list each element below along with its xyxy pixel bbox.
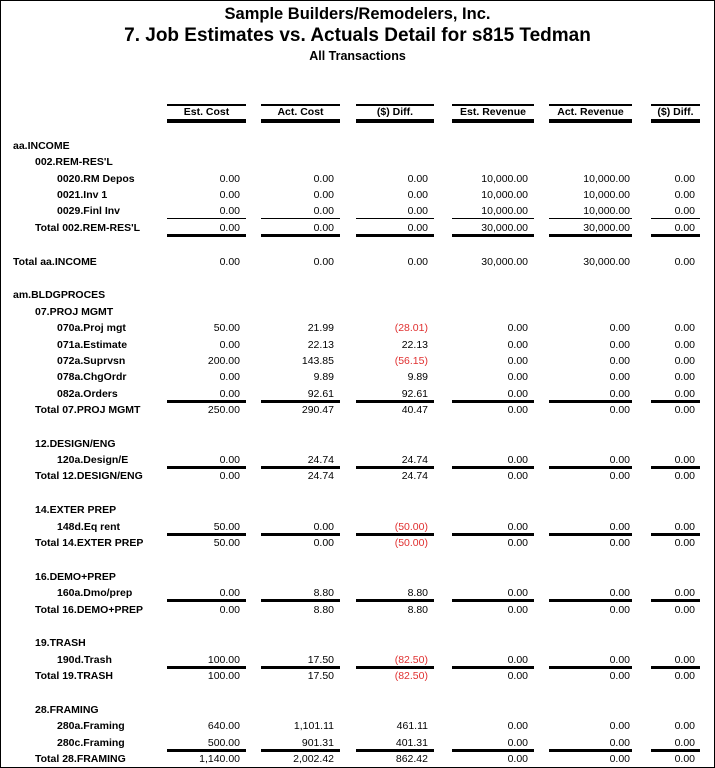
- value-est-cost: 1,140.00: [199, 753, 240, 765]
- value-act-cost: 0.00: [313, 537, 334, 549]
- value-act-cost: 17.50: [307, 670, 334, 683]
- line-item-row: [1, 386, 714, 402]
- value-cost-diff: 0.00: [407, 172, 428, 185]
- value-revenue-diff: 0.00: [674, 520, 695, 533]
- value-act-revenue: 0.00: [609, 537, 630, 549]
- value-act-revenue: 0.00: [609, 322, 630, 335]
- line-item-row: [1, 519, 714, 535]
- item-label: 280a.Framing: [57, 720, 125, 733]
- value-act-revenue: 0.00: [609, 736, 630, 749]
- value-est-revenue: 0.00: [507, 387, 528, 400]
- value-cost-diff: 8.80: [407, 603, 428, 616]
- value-est-cost: 0.00: [219, 371, 240, 384]
- value-est-cost: 50.00: [213, 537, 240, 549]
- value-act-cost: 9.89: [313, 371, 334, 384]
- value-est-cost: 0.00: [219, 470, 240, 483]
- value-act-revenue: 0.00: [609, 670, 630, 683]
- group-label: aa.INCOME: [13, 140, 70, 152]
- value-act-revenue: 0.00: [609, 470, 630, 483]
- value-est-revenue: 0.00: [507, 470, 528, 483]
- value-revenue-diff: 0.00: [674, 322, 695, 335]
- total-label: Total 28.FRAMING: [35, 753, 126, 765]
- group-label: 12.DESIGN/ENG: [35, 437, 116, 450]
- value-est-cost: 0.00: [219, 387, 240, 400]
- value-act-cost: 290.47: [301, 403, 334, 416]
- item-label: 148d.Eq rent: [57, 520, 121, 533]
- group-label: 14.EXTER PREP: [35, 504, 117, 517]
- value-cost-diff: 40.47: [401, 403, 428, 416]
- value-act-cost: 0.00: [313, 172, 334, 185]
- value-est-cost: 0.00: [219, 338, 240, 351]
- group-label: 002.REM-RES'L: [35, 156, 113, 169]
- value-act-cost: 21.99: [307, 322, 334, 335]
- value-est-cost: 640.00: [207, 720, 240, 733]
- value-est-revenue: 0.00: [507, 736, 528, 749]
- value-revenue-diff: 0.00: [674, 653, 695, 666]
- value-cost-diff: 22.13: [401, 338, 428, 351]
- value-act-cost: 8.80: [313, 587, 334, 600]
- value-act-revenue: 0.00: [609, 387, 630, 400]
- value-cost-diff: 92.61: [401, 387, 428, 400]
- value-est-revenue: 0.00: [507, 322, 528, 335]
- value-cost-diff: (56.15): [394, 354, 428, 367]
- value-revenue-diff: 0.00: [674, 587, 695, 600]
- column-underline: [261, 234, 340, 237]
- line-item-row: [1, 452, 714, 468]
- value-est-revenue: 0.00: [507, 753, 528, 765]
- value-revenue-diff: 0.00: [674, 720, 695, 733]
- value-est-cost: 0.00: [219, 221, 240, 234]
- group-label: 16.DEMO+PREP: [35, 570, 116, 583]
- value-cost-diff: 8.80: [407, 587, 428, 600]
- value-act-revenue: 0.00: [609, 371, 630, 384]
- value-cost-diff: 24.74: [401, 454, 428, 467]
- value-revenue-diff: 0.00: [674, 387, 695, 400]
- col-header-act-cost: Act. Cost: [261, 104, 340, 123]
- value-act-revenue: 0.00: [609, 603, 630, 616]
- value-act-revenue: 0.00: [609, 653, 630, 666]
- value-cost-diff: 0.00: [407, 205, 428, 218]
- col-header-revenue-diff: ($) Diff.: [651, 104, 700, 123]
- value-revenue-diff: 0.00: [674, 537, 695, 549]
- value-act-revenue: 0.00: [609, 403, 630, 416]
- value-est-revenue: 0.00: [507, 537, 528, 549]
- value-act-cost: 0.00: [313, 520, 334, 533]
- value-cost-diff: 0.00: [407, 221, 428, 234]
- total-row: [1, 220, 714, 236]
- value-est-revenue: 30,000.00: [481, 221, 528, 234]
- value-est-revenue: 0.00: [507, 720, 528, 733]
- total-row: [1, 254, 714, 270]
- value-est-revenue: 0.00: [507, 603, 528, 616]
- value-cost-diff: 0.00: [407, 189, 428, 202]
- group-header-row: [1, 569, 714, 585]
- item-label: 078a.ChgOrdr: [57, 371, 127, 384]
- group-label: 28.FRAMING: [35, 703, 99, 716]
- total-label: Total 002.REM-RES'L: [35, 221, 140, 234]
- value-revenue-diff: 0.00: [674, 670, 695, 683]
- item-label: 190d.Trash: [57, 653, 112, 666]
- total-row: [1, 602, 714, 618]
- value-est-cost: 0.00: [219, 603, 240, 616]
- total-label: Total 14.EXTER PREP: [35, 537, 144, 549]
- value-est-revenue: 0.00: [507, 403, 528, 416]
- value-est-cost: 100.00: [207, 653, 240, 666]
- col-header-act-revenue: Act. Revenue: [549, 104, 632, 123]
- value-est-revenue: 10,000.00: [481, 189, 528, 202]
- line-item-row: [1, 652, 714, 668]
- value-est-cost: 0.00: [219, 255, 240, 268]
- value-act-cost: 1,101.11: [293, 720, 334, 733]
- value-act-revenue: 0.00: [609, 587, 630, 600]
- value-est-cost: 500.00: [207, 736, 240, 749]
- item-label: 072a.Suprvsn: [57, 354, 126, 367]
- value-est-cost: 200.00: [207, 354, 240, 367]
- value-est-revenue: 0.00: [507, 454, 528, 467]
- value-act-cost: 901.31: [301, 736, 334, 749]
- line-item-row: [1, 320, 714, 336]
- value-est-cost: 0.00: [219, 172, 240, 185]
- value-est-revenue: 30,000.00: [481, 255, 528, 268]
- value-est-cost: 0.00: [219, 189, 240, 202]
- report-title: 7. Job Estimates vs. Actuals Detail for s815 Tedman: [124, 25, 591, 46]
- item-label: 120a.Design/E: [57, 454, 129, 467]
- value-cost-diff: (50.00): [394, 537, 428, 549]
- value-act-revenue: 0.00: [609, 520, 630, 533]
- item-label: 0020.RM Depos: [57, 172, 135, 185]
- value-act-cost: 143.85: [301, 354, 334, 367]
- value-revenue-diff: 0.00: [674, 205, 695, 218]
- value-cost-diff: 24.74: [401, 470, 428, 483]
- company-name: Sample Builders/Remodelers, Inc.: [224, 5, 491, 23]
- line-item-row: [1, 187, 714, 203]
- value-cost-diff: (82.50): [394, 653, 428, 666]
- group-header-row: [1, 502, 714, 518]
- total-row: [1, 668, 714, 684]
- item-label: 0029.Finl Inv: [57, 205, 121, 218]
- value-act-revenue: 10,000.00: [583, 189, 630, 202]
- value-revenue-diff: 0.00: [674, 354, 695, 367]
- value-est-revenue: 10,000.00: [481, 205, 528, 218]
- value-act-revenue: 0.00: [609, 354, 630, 367]
- group-header-row: [1, 304, 714, 320]
- value-act-cost: 24.74: [307, 454, 334, 467]
- value-act-cost: 0.00: [313, 255, 334, 268]
- value-cost-diff: (28.01): [394, 322, 428, 335]
- value-cost-diff: (50.00): [394, 520, 428, 533]
- group-header-row: [1, 154, 714, 170]
- value-est-cost: 0.00: [219, 587, 240, 600]
- total-label: Total 16.DEMO+PREP: [35, 603, 144, 616]
- total-label: Total aa.INCOME: [13, 255, 97, 268]
- value-act-revenue: 0.00: [609, 454, 630, 467]
- value-revenue-diff: 0.00: [674, 470, 695, 483]
- value-act-revenue: 0.00: [609, 720, 630, 733]
- value-cost-diff: (82.50): [394, 670, 428, 683]
- line-item-row: [1, 718, 714, 734]
- value-est-cost: 100.00: [207, 670, 240, 683]
- value-act-revenue: 30,000.00: [583, 221, 630, 234]
- item-label: 082a.Orders: [57, 387, 118, 400]
- value-est-cost: 250.00: [207, 403, 240, 416]
- col-header-cost-diff: ($) Diff.: [356, 104, 434, 123]
- value-act-cost: 0.00: [313, 189, 334, 202]
- group-label: 19.TRASH: [35, 637, 86, 650]
- total-row: [1, 402, 714, 418]
- value-est-cost: 50.00: [213, 520, 240, 533]
- value-act-revenue: 10,000.00: [583, 205, 630, 218]
- column-underline: [356, 234, 434, 237]
- value-est-revenue: 0.00: [507, 520, 528, 533]
- line-item-row: [1, 337, 714, 353]
- value-est-revenue: 0.00: [507, 670, 528, 683]
- line-item-row: [1, 203, 714, 219]
- value-est-cost: 0.00: [219, 205, 240, 218]
- value-est-revenue: 0.00: [507, 371, 528, 384]
- group-header-row: [1, 138, 714, 154]
- value-cost-diff: 461.11: [396, 720, 428, 733]
- value-cost-diff: 0.00: [407, 255, 428, 268]
- value-act-cost: 8.80: [313, 603, 334, 616]
- column-underline: [549, 234, 632, 237]
- item-label: 070a.Proj mgt: [57, 322, 126, 335]
- value-act-cost: 17.50: [307, 653, 334, 666]
- item-label: 280c.Framing: [57, 736, 125, 749]
- column-underline: [651, 234, 700, 237]
- total-label: Total 07.PROJ MGMT: [35, 403, 141, 416]
- total-row: [1, 751, 714, 767]
- value-est-revenue: 0.00: [507, 338, 528, 351]
- value-revenue-diff: 0.00: [674, 736, 695, 749]
- value-est-revenue: 0.00: [507, 354, 528, 367]
- value-revenue-diff: 0.00: [674, 603, 695, 616]
- value-est-revenue: 0.00: [507, 653, 528, 666]
- item-label: 0021.Inv 1: [57, 189, 108, 202]
- value-revenue-diff: 0.00: [674, 189, 695, 202]
- value-est-revenue: 0.00: [507, 587, 528, 600]
- column-underline: [167, 234, 246, 237]
- value-cost-diff: 9.89: [407, 371, 428, 384]
- value-revenue-diff: 0.00: [674, 454, 695, 467]
- report-subtitle: All Transactions: [309, 49, 406, 63]
- column-underline: [452, 234, 534, 237]
- value-cost-diff: 401.31: [395, 736, 428, 749]
- value-revenue-diff: 0.00: [674, 255, 695, 268]
- col-header-est-cost: Est. Cost: [167, 104, 246, 123]
- total-row: [1, 468, 714, 484]
- line-item-row: [1, 735, 714, 751]
- line-item-row: [1, 585, 714, 601]
- value-revenue-diff: 0.00: [674, 403, 695, 416]
- total-row: [1, 535, 714, 551]
- item-label: 160a.Dmo/prep: [57, 587, 133, 600]
- value-act-revenue: 0.00: [609, 753, 630, 765]
- value-revenue-diff: 0.00: [674, 338, 695, 351]
- value-act-cost: 0.00: [313, 205, 334, 218]
- value-act-revenue: 30,000.00: [583, 255, 630, 268]
- value-act-revenue: 10,000.00: [583, 172, 630, 185]
- line-item-row: [1, 369, 714, 385]
- group-label: am.BLDGPROCES: [13, 289, 106, 302]
- value-act-cost: 92.61: [307, 387, 334, 400]
- value-revenue-diff: 0.00: [674, 172, 695, 185]
- value-revenue-diff: 0.00: [674, 221, 695, 234]
- group-label: 07.PROJ MGMT: [35, 305, 114, 318]
- value-cost-diff: 862.42: [395, 753, 428, 765]
- col-header-est-revenue: Est. Revenue: [452, 104, 534, 123]
- value-act-cost: 24.74: [307, 470, 334, 483]
- value-est-cost: 50.00: [213, 322, 240, 335]
- group-header-row: [1, 287, 714, 303]
- line-item-row: [1, 171, 714, 187]
- total-label: Total 12.DESIGN/ENG: [35, 470, 143, 483]
- value-act-cost: 2,002.42: [293, 753, 334, 765]
- group-header-row: [1, 635, 714, 651]
- value-est-cost: 0.00: [219, 454, 240, 467]
- value-act-cost: 0.00: [313, 221, 334, 234]
- value-act-cost: 22.13: [307, 338, 334, 351]
- line-item-row: [1, 353, 714, 369]
- group-header-row: [1, 436, 714, 452]
- value-revenue-diff: 0.00: [674, 753, 695, 765]
- value-revenue-diff: 0.00: [674, 371, 695, 384]
- group-header-row: [1, 702, 714, 718]
- value-act-revenue: 0.00: [609, 338, 630, 351]
- item-label: 071a.Estimate: [57, 338, 128, 351]
- total-label: Total 19.TRASH: [35, 670, 113, 683]
- value-est-revenue: 10,000.00: [481, 172, 528, 185]
